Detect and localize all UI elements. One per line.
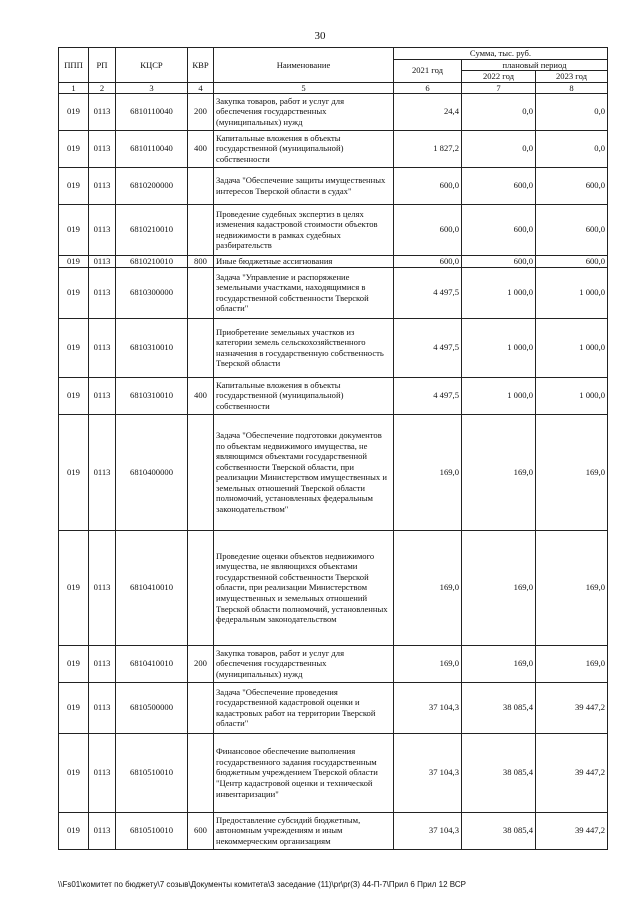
cell-rp: 0113 [89,645,116,682]
cell-ppp: 019 [59,530,89,645]
cell-kcsr: 6810510010 [116,733,188,812]
cell-2023: 0,0 [536,93,608,130]
cell-kvr: 800 [188,255,214,267]
table-row [59,645,608,682]
cell-kvr [188,733,214,812]
cell-ppp: 019 [59,255,89,267]
cell-rp: 0113 [89,318,116,377]
column-index: 1 [59,82,89,93]
cell-2022: 1 000,0 [462,318,536,377]
cell-kcsr: 6810110040 [116,130,188,167]
table-row [59,204,608,255]
cell-kvr [188,530,214,645]
column-index: 6 [394,82,462,93]
cell-rp: 0113 [89,682,116,733]
header-2021: 2021 год [394,59,462,82]
table-row [59,377,608,414]
cell-rp: 0113 [89,530,116,645]
budget-table [58,47,608,850]
cell-2021: 24,4 [394,93,462,130]
cell-ppp: 019 [59,733,89,812]
cell-kvr: 400 [188,377,214,414]
cell-2022: 0,0 [462,93,536,130]
cell-2023: 600,0 [536,255,608,267]
cell-kcsr: 6810310010 [116,318,188,377]
cell-2023: 169,0 [536,645,608,682]
cell-2022: 600,0 [462,255,536,267]
cell-rp: 0113 [89,377,116,414]
cell-2023: 600,0 [536,204,608,255]
cell-name: Предоставление субсидий бюджетным, автономным учреждениям и иным некоммерческим организациям [214,812,394,849]
cell-kvr [188,318,214,377]
column-index: 3 [116,82,188,93]
cell-kcsr: 6810200000 [116,167,188,204]
cell-2022: 169,0 [462,530,536,645]
header-kcsr: КЦСР [116,48,188,83]
page-number: 30 [314,30,326,42]
cell-2022: 1 000,0 [462,267,536,318]
cell-name: Приобретение земельных участков из категории земель сельскохозяйственного назначения в государственную собственность Тверской области [214,318,394,377]
cell-2023: 0,0 [536,130,608,167]
cell-ppp: 019 [59,812,89,849]
cell-ppp: 019 [59,130,89,167]
table-row [59,93,608,130]
cell-2023: 1 000,0 [536,377,608,414]
column-index: 2 [89,82,116,93]
cell-name: Задача "Обеспечение защиты имущественных интересов Тверской области в судах" [214,167,394,204]
cell-2023: 39 447,2 [536,812,608,849]
cell-kvr: 200 [188,93,214,130]
cell-2023: 1 000,0 [536,267,608,318]
cell-rp: 0113 [89,130,116,167]
cell-rp: 0113 [89,93,116,130]
cell-kvr [188,267,214,318]
cell-kcsr: 6810410010 [116,530,188,645]
cell-ppp: 019 [59,93,89,130]
cell-ppp: 019 [59,267,89,318]
cell-kcsr: 6810500000 [116,682,188,733]
cell-kvr [188,167,214,204]
cell-rp: 0113 [89,414,116,530]
cell-2023: 169,0 [536,414,608,530]
cell-rp: 0113 [89,267,116,318]
table-row [59,255,608,267]
cell-2022: 169,0 [462,645,536,682]
cell-2023: 39 447,2 [536,733,608,812]
cell-kcsr: 6810310010 [116,377,188,414]
cell-2021: 600,0 [394,255,462,267]
table-row [59,167,608,204]
cell-ppp: 019 [59,682,89,733]
cell-rp: 0113 [89,255,116,267]
cell-kcsr: 6810410010 [116,645,188,682]
cell-name: Задача "Обеспечение проведения государственной кадастровой оценки и кадастровых работ на территории Тверской области" [214,682,394,733]
column-index: 4 [188,82,214,93]
cell-name: Капитальные вложения в объекты государственной (муниципальной) собственности [214,130,394,167]
cell-kcsr: 6810110040 [116,93,188,130]
cell-2021: 169,0 [394,530,462,645]
cell-kvr [188,414,214,530]
cell-name: Проведение оценки объектов недвижимого имущества, не являющихся объектами государственной собственности Тверской области, при реализации Министерством имущественных и земельных отношений Тверской области полномочий, установленных федеральным законодательством [214,530,394,645]
cell-2021: 37 104,3 [394,682,462,733]
cell-2022: 38 085,4 [462,733,536,812]
table-row [59,130,608,167]
cell-2023: 600,0 [536,167,608,204]
column-index: 7 [462,82,536,93]
cell-ppp: 019 [59,204,89,255]
cell-name: Задача "Управление и распоряжение земельными участками, находящимися в государственной собственности Тверской области" [214,267,394,318]
cell-2022: 169,0 [462,414,536,530]
cell-2021: 37 104,3 [394,733,462,812]
table-row [59,733,608,812]
cell-kvr [188,204,214,255]
header-2023: 2023 год [536,71,608,83]
column-index: 5 [214,82,394,93]
cell-kvr: 600 [188,812,214,849]
cell-kcsr: 6810210010 [116,255,188,267]
cell-2021: 1 827,2 [394,130,462,167]
cell-2021: 37 104,3 [394,812,462,849]
table-row [59,267,608,318]
cell-name: Проведение судебных экспертиз в целях изменения кадастровой стоимости объектов недвижимости в рамках судебных разбирательств [214,204,394,255]
cell-name: Закупка товаров, работ и услуг для обеспечения государственных (муниципальных) нужд [214,645,394,682]
cell-2022: 1 000,0 [462,377,536,414]
table-row [59,318,608,377]
cell-rp: 0113 [89,167,116,204]
cell-2021: 169,0 [394,645,462,682]
cell-kcsr: 6810300000 [116,267,188,318]
header-rp: РП [89,48,116,83]
column-index-row [59,82,608,93]
cell-2021: 4 497,5 [394,377,462,414]
file-path-footer: \\Fs01\комитет по бюджету\7 созыв\Документы комитета\3 заседание (11)\pr\pr(3) 44-П-7\Прил 6 Прил 12 ВСР [58,880,466,889]
cell-rp: 0113 [89,204,116,255]
cell-name: Иные бюджетные ассигнования [214,255,394,267]
cell-ppp: 019 [59,377,89,414]
column-index: 8 [536,82,608,93]
header-sum: Сумма, тыс. руб. [394,48,608,60]
cell-2021: 600,0 [394,204,462,255]
cell-2021: 4 497,5 [394,267,462,318]
cell-2021: 169,0 [394,414,462,530]
cell-2022: 38 085,4 [462,812,536,849]
table-row [59,530,608,645]
header-2022: 2022 год [462,71,536,83]
cell-kvr: 400 [188,130,214,167]
cell-2022: 600,0 [462,167,536,204]
table-row [59,414,608,530]
cell-name: Задача "Обеспечение подготовки документов по объектам недвижимого имущества, не являющимся объектами государственной собственности Тверской области, при реализации Министерством имущественных и земельных отношений Тверской области полномочий, установленных федеральным законодательством" [214,414,394,530]
cell-ppp: 019 [59,645,89,682]
cell-2022: 600,0 [462,204,536,255]
cell-2023: 169,0 [536,530,608,645]
cell-name: Финансовое обеспечение выполнения государственного задания государственным бюджетным учреждением Тверской области "Центр кадастровой оценки и технической инвентаризации" [214,733,394,812]
cell-kvr: 200 [188,645,214,682]
header-ppp: ППП [59,48,89,83]
cell-kvr [188,682,214,733]
cell-2021: 4 497,5 [394,318,462,377]
cell-rp: 0113 [89,812,116,849]
cell-kcsr: 6810400000 [116,414,188,530]
cell-kcsr: 6810210010 [116,204,188,255]
cell-name: Капитальные вложения в объекты государственной (муниципальной) собственности [214,377,394,414]
header-kvr: КВР [188,48,214,83]
table-row [59,682,608,733]
cell-ppp: 019 [59,414,89,530]
header-name: Наименование [214,48,394,83]
cell-2021: 600,0 [394,167,462,204]
cell-2023: 39 447,2 [536,682,608,733]
table-row [59,812,608,849]
header-plan-period: плановый период [462,59,608,71]
cell-ppp: 019 [59,167,89,204]
cell-kcsr: 6810510010 [116,812,188,849]
cell-name: Закупка товаров, работ и услуг для обеспечения государственных (муниципальных) нужд [214,93,394,130]
cell-2022: 0,0 [462,130,536,167]
cell-2022: 38 085,4 [462,682,536,733]
cell-2023: 1 000,0 [536,318,608,377]
cell-ppp: 019 [59,318,89,377]
cell-rp: 0113 [89,733,116,812]
